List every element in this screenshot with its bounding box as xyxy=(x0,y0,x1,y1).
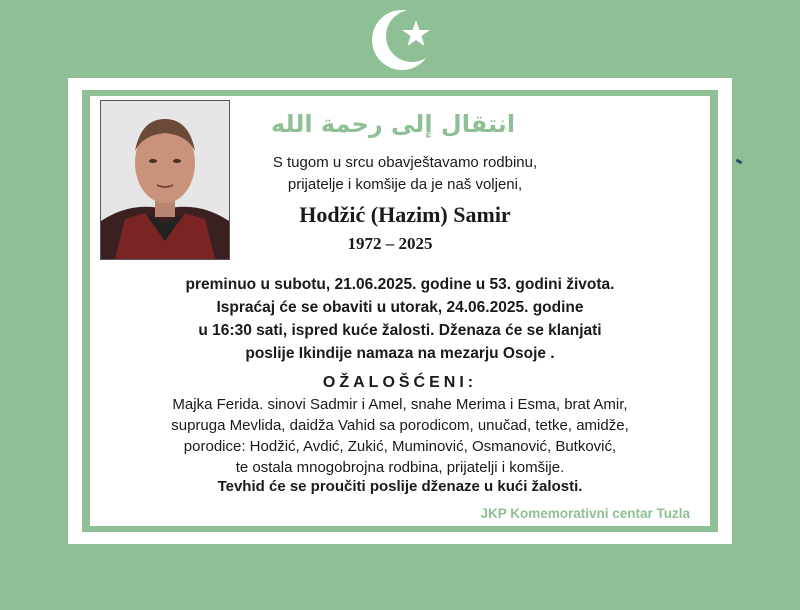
details-line-4: poslije Ikindije namaza na mezarju Osoje . xyxy=(245,345,555,362)
mourners-line-1: Majka Ferida. sinovi Sadmir i Amel, snahe Merima i Esma, brat Amir, xyxy=(172,396,628,413)
details-line-3: u 16:30 sati, ispred kuće žalosti. Dženaza će se klanjati xyxy=(198,322,602,339)
mourners-title: OŽALOŠĆENI: xyxy=(322,374,478,391)
details-line-1: preminuo u subotu, 21.06.2025. godine u 53. godini života. xyxy=(185,276,615,293)
deceased-years: 1972 – 2025 xyxy=(347,234,433,253)
svg-text:انتقال إلى رحمة الله: انتقال إلى رحمة الله xyxy=(270,110,516,138)
deceased-name: Hodžić (Hazim) Samir xyxy=(299,202,511,227)
mourners-line-4: te ostala mnogobrojna rodbina, prijatelji i komšije. xyxy=(235,459,565,476)
details-line-2: Ispraćaj će se obaviti u utorak, 24.06.2025. godine xyxy=(216,299,584,316)
mourners-line-3: porodice: Hodžić, Avdić, Zukić, Muminović, Osmanović, Butković, xyxy=(183,438,617,455)
crescent-star-icon xyxy=(364,4,444,76)
intro-line-1: S tugom u srcu obavještavamo rodbinu, xyxy=(272,154,538,171)
intro-line-2: prijatelje i komšije da je naš voljeni, xyxy=(287,176,523,193)
publisher-footer: JKP Komemorativni centar Tuzla xyxy=(480,506,690,521)
portrait-photo xyxy=(100,100,230,260)
mourners-line-2: supruga Mevlida, daidža Vahid sa porodicom, unučad, tetke, amidže, xyxy=(171,417,629,434)
arabic-calligraphy-icon xyxy=(270,98,516,146)
tevhid-note: Tevhid će se proučiti poslije dženaze u kući žalosti. xyxy=(217,478,583,495)
